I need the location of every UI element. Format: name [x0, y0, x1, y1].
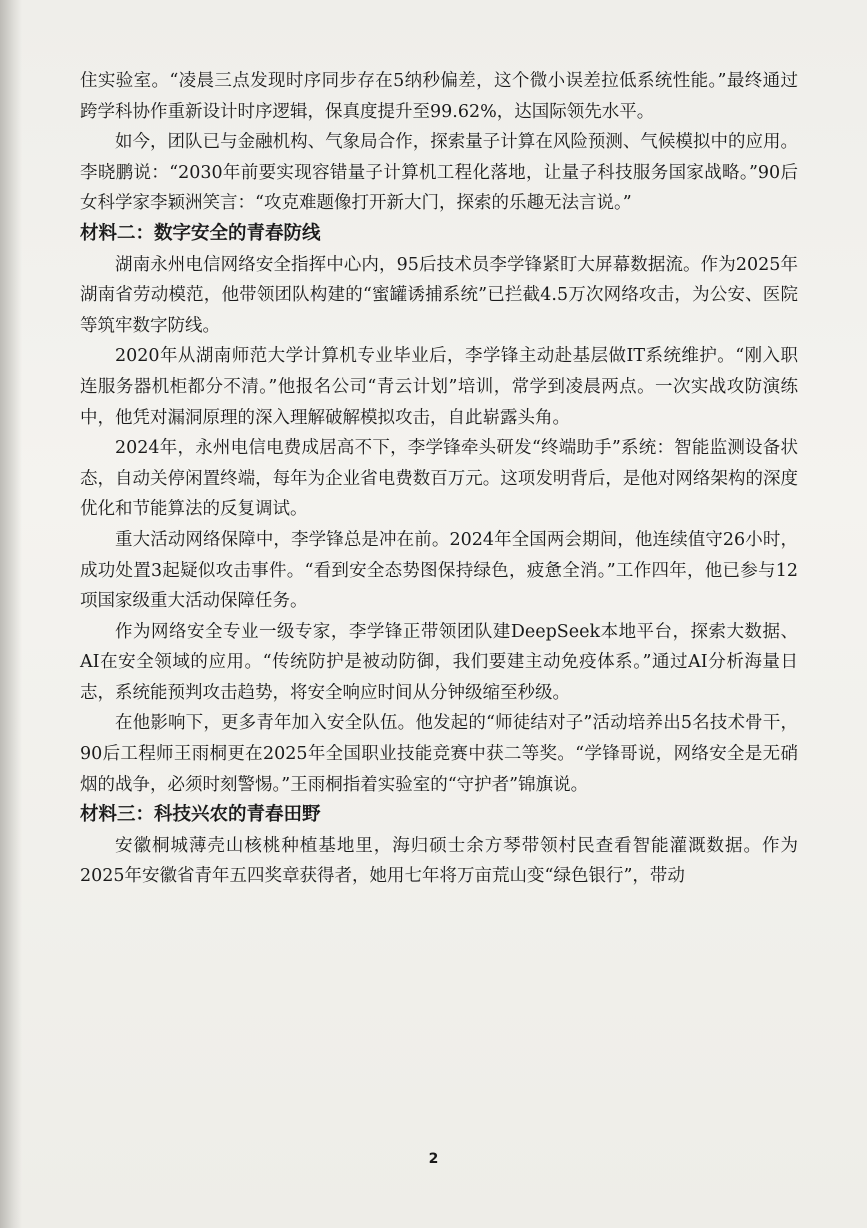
body-paragraph: 2024年，永州电信电费成居高不下，李学锋牵头研发“终端助手”系统：智能监测设备状态，自动关停闲置终端，每年为企业省电费数百万元。这项发明背后，是他对网络架构的深度优化和节能算法的反复调试。: [80, 438, 798, 520]
body-paragraph: 住实验室。“凌晨三点发现时序同步存在5纳秒偏差，这个微小误差拉低系统性能。”最终通过跨学科协作重新设计时序逻辑，保真度提升至99.62%，达国际领先水平。: [80, 71, 798, 122]
body-paragraph: 2020年从湖南师范大学计算机专业毕业后，李学锋主动赴基层做IT系统维护。“刚入职连服务器机柜都分不清。”他报名公司“青云计划”培训，常学到凌晨两点。一次实战攻防演练中，他凭对漏洞原理的深入理解破解模拟攻击，自此崭露头角。: [80, 346, 798, 428]
body-paragraph: 安徽桐城薄壳山核桃种植基地里，海归硕士余方琴带领村民查看智能灌溉数据。作为2025年安徽省青年五四奖章获得者，她用七年将万亩荒山变“绿色银行”，带动: [80, 835, 798, 887]
body-paragraph: 作为网络安全专业一级专家，李学锋正带领团队建DeepSeek本地平台，探索大数据、AI在安全领域的应用。“传统防护是被动防御，我们要建主动免疫体系。”通过AI分析海量日志，系统能预判攻击趋势，将安全响应时间从分钟级缩至秒级。: [80, 621, 798, 703]
body-paragraph: 在他影响下，更多青年加入安全队伍。他发起的“师徒结对子”活动培养出5名技术骨干，90后工程师王雨桐更在2025年全国职业技能竞赛中获二等奖。“学锋哥说，网络安全是无硝烟的战争，必须时刻警惕。”王雨桐指着实验室的“守护者”锦旗说。: [80, 713, 798, 795]
body-paragraph: 如今，团队已与金融机构、气象局合作，探索量子计算在风险预测、气候模拟中的应用。李晓鹏说：“2030年前要实现容错量子计算机工程化落地，让量子科技服务国家战略。”90后女科学家李颖洲笑言：“攻克难题像打开新大门，探索的乐趣无法言说。”: [80, 132, 798, 214]
page-number: 2: [428, 1151, 439, 1167]
body-paragraph: 重大活动网络保障中，李学锋总是冲在前。2024年全国两会期间，他连续值守26小时，成功处置3起疑似攻击事件。“看到安全态势图保持绿色，疲惫全消。”工作四年，他已参与12项国家级重大活动保障任务。: [80, 529, 798, 612]
section-heading: 材料二：数字安全的青春防线: [80, 222, 321, 244]
section-heading: 材料三：科技兴农的青春田野: [80, 804, 321, 826]
body-paragraph: 湖南永州电信网络安全指挥中心内，95后技术员李学锋紧盯大屏幕数据流。作为2025年湖南省劳动模范，他带领团队构建的“蜜罐诱捕系统”已拦截4.5万次网络攻击，为公安、医院等筑牢数字防线。: [80, 254, 798, 336]
document-body: [80, 66, 798, 892]
binding-shadow: [0, 0, 22, 1228]
